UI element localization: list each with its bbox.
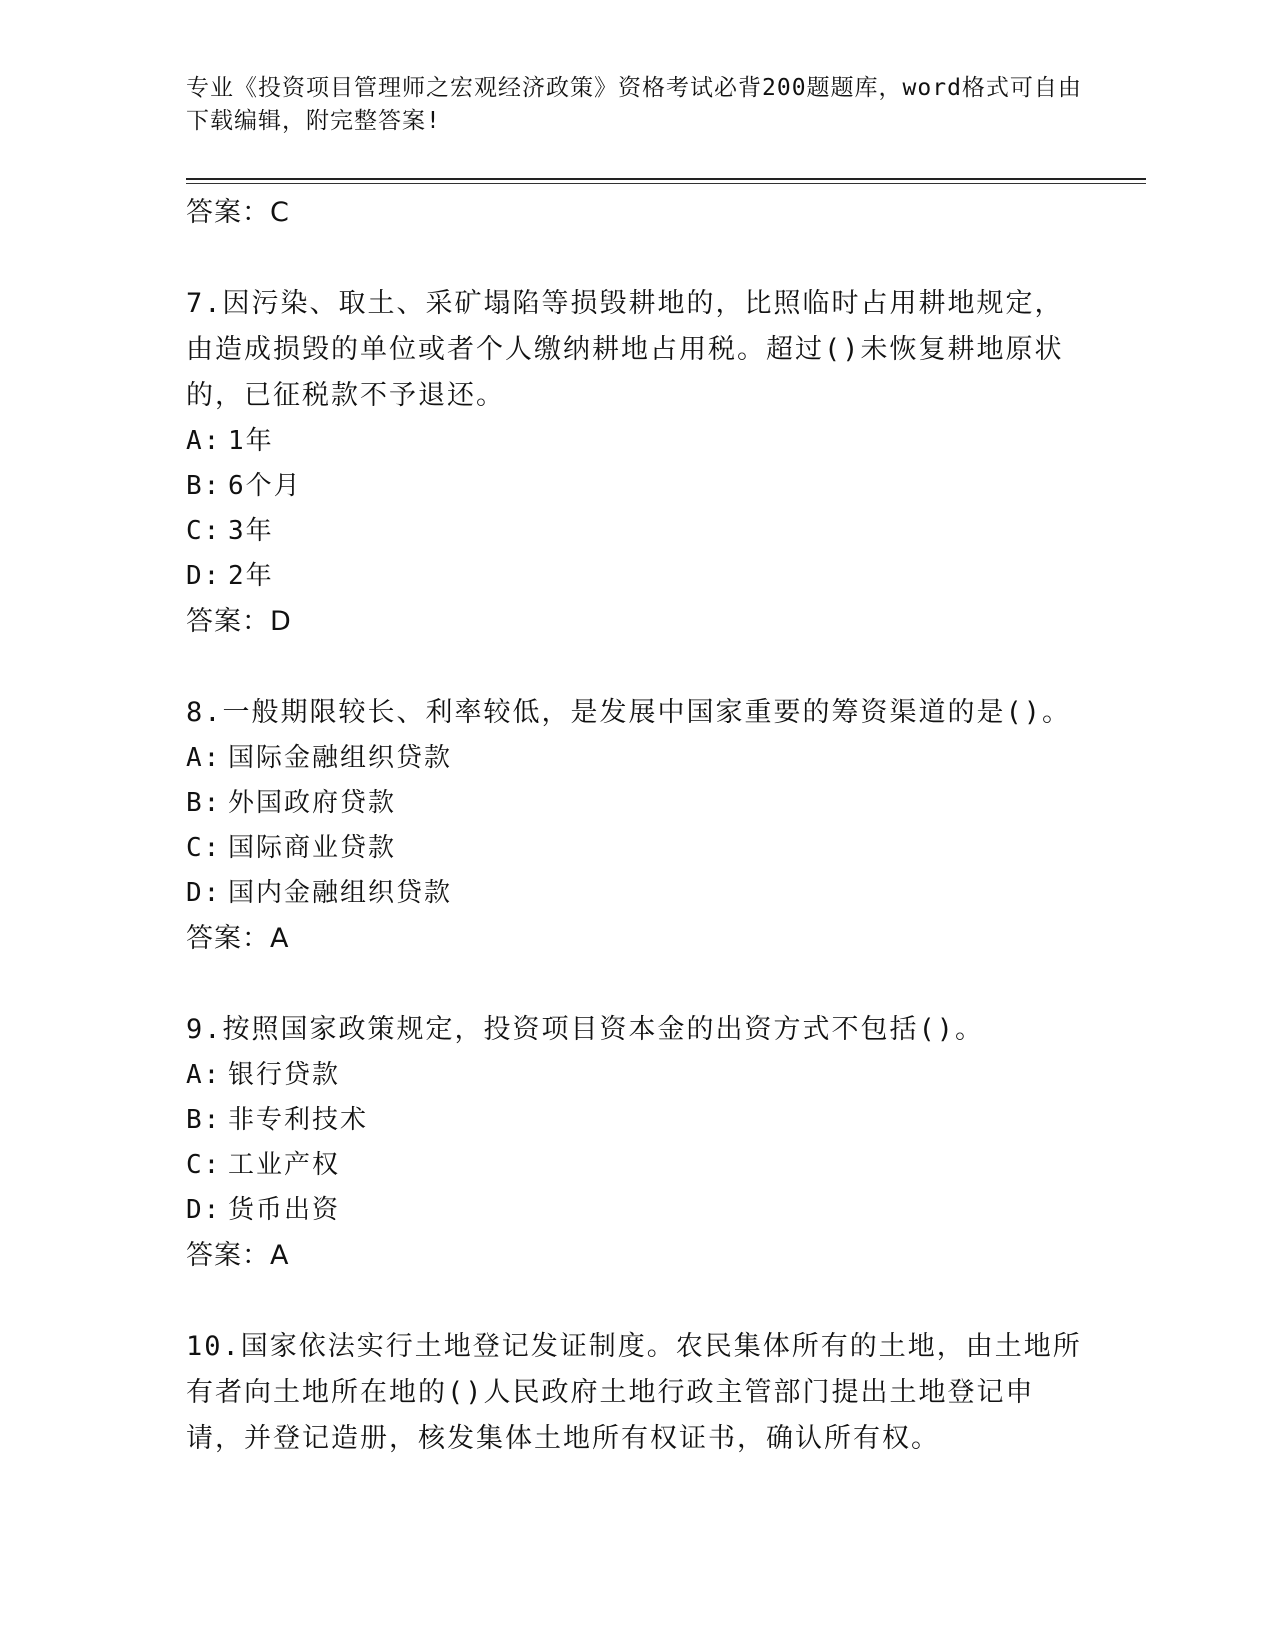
- question-item: [186, 1324, 1086, 1462]
- option-label: B:: [186, 471, 222, 501]
- option-text: 2年: [228, 561, 274, 591]
- question-text: 10.国家依法实行土地登记发证制度。农民集体所有的土地，由土地所有者向土地所在地的()人民政府土地行政主管部门提出土地登记申请，并登记造册，核发集体土地所有权证书，确认所有权。: [186, 1331, 1082, 1454]
- previous-answer: 答案：C: [186, 197, 290, 228]
- option-text: 国际商业贷款: [228, 833, 397, 863]
- option-text: 国内金融组织贷款: [228, 878, 453, 908]
- option-text: 1年: [228, 426, 274, 456]
- question-item: [186, 690, 1086, 962]
- question-text: 7.因污染、取土、采矿塌陷等损毁耕地的，比照临时占用耕地规定，由造成损毁的单位或者个人缴纳耕地占用税。超过()未恢复耕地原状的，已征税款不予退还。: [186, 288, 1064, 411]
- option-label: A:: [186, 743, 222, 773]
- option-b: [186, 1098, 1086, 1143]
- answer-line: 答案：A: [186, 1240, 290, 1271]
- option-b: [186, 781, 1086, 826]
- header-divider-thin: [186, 183, 1146, 184]
- option-c: [186, 1143, 1086, 1188]
- option-b: [186, 464, 1086, 509]
- page-header: 专业《投资项目管理师之宏观经济政策》资格考试必背200题题库，word格式可自由下载编辑，附完整答案!: [186, 75, 1082, 134]
- option-label: C:: [186, 516, 222, 546]
- option-label: B:: [186, 788, 222, 818]
- option-label: C:: [186, 1150, 222, 1180]
- question-text: 9.按照国家政策规定，投资项目资本金的出资方式不包括()。: [186, 1014, 985, 1045]
- option-text: 外国政府贷款: [228, 788, 397, 818]
- option-text: 6个月: [228, 471, 302, 501]
- option-label: A:: [186, 1060, 222, 1090]
- option-d: [186, 554, 1086, 599]
- option-text: 3年: [228, 516, 274, 546]
- option-label: B:: [186, 1105, 222, 1135]
- option-text: 银行贷款: [228, 1060, 341, 1090]
- question-text: 8.一般期限较长、利率较低，是发展中国家重要的筹资渠道的是()。: [186, 697, 1072, 728]
- option-c: [186, 826, 1086, 871]
- option-label: A:: [186, 426, 222, 456]
- question-item: [186, 1007, 1086, 1279]
- option-label: D:: [186, 1195, 222, 1225]
- option-a: [186, 1053, 1086, 1098]
- option-text: 国际金融组织贷款: [228, 743, 453, 773]
- option-d: [186, 1188, 1086, 1233]
- option-text: 货币出资: [228, 1195, 341, 1225]
- option-label: D:: [186, 561, 222, 591]
- option-label: C:: [186, 833, 222, 863]
- option-text: 非专利技术: [228, 1105, 369, 1135]
- option-a: [186, 419, 1086, 464]
- option-label: D:: [186, 878, 222, 908]
- option-c: [186, 509, 1086, 554]
- option-d: [186, 871, 1086, 916]
- question-item: [186, 281, 1086, 645]
- option-a: [186, 736, 1086, 781]
- header-divider: [186, 178, 1146, 180]
- answer-line: 答案：A: [186, 923, 290, 954]
- option-text: 工业产权: [228, 1150, 341, 1180]
- question-list: [186, 190, 1086, 1462]
- answer-line: 答案：D: [186, 606, 292, 637]
